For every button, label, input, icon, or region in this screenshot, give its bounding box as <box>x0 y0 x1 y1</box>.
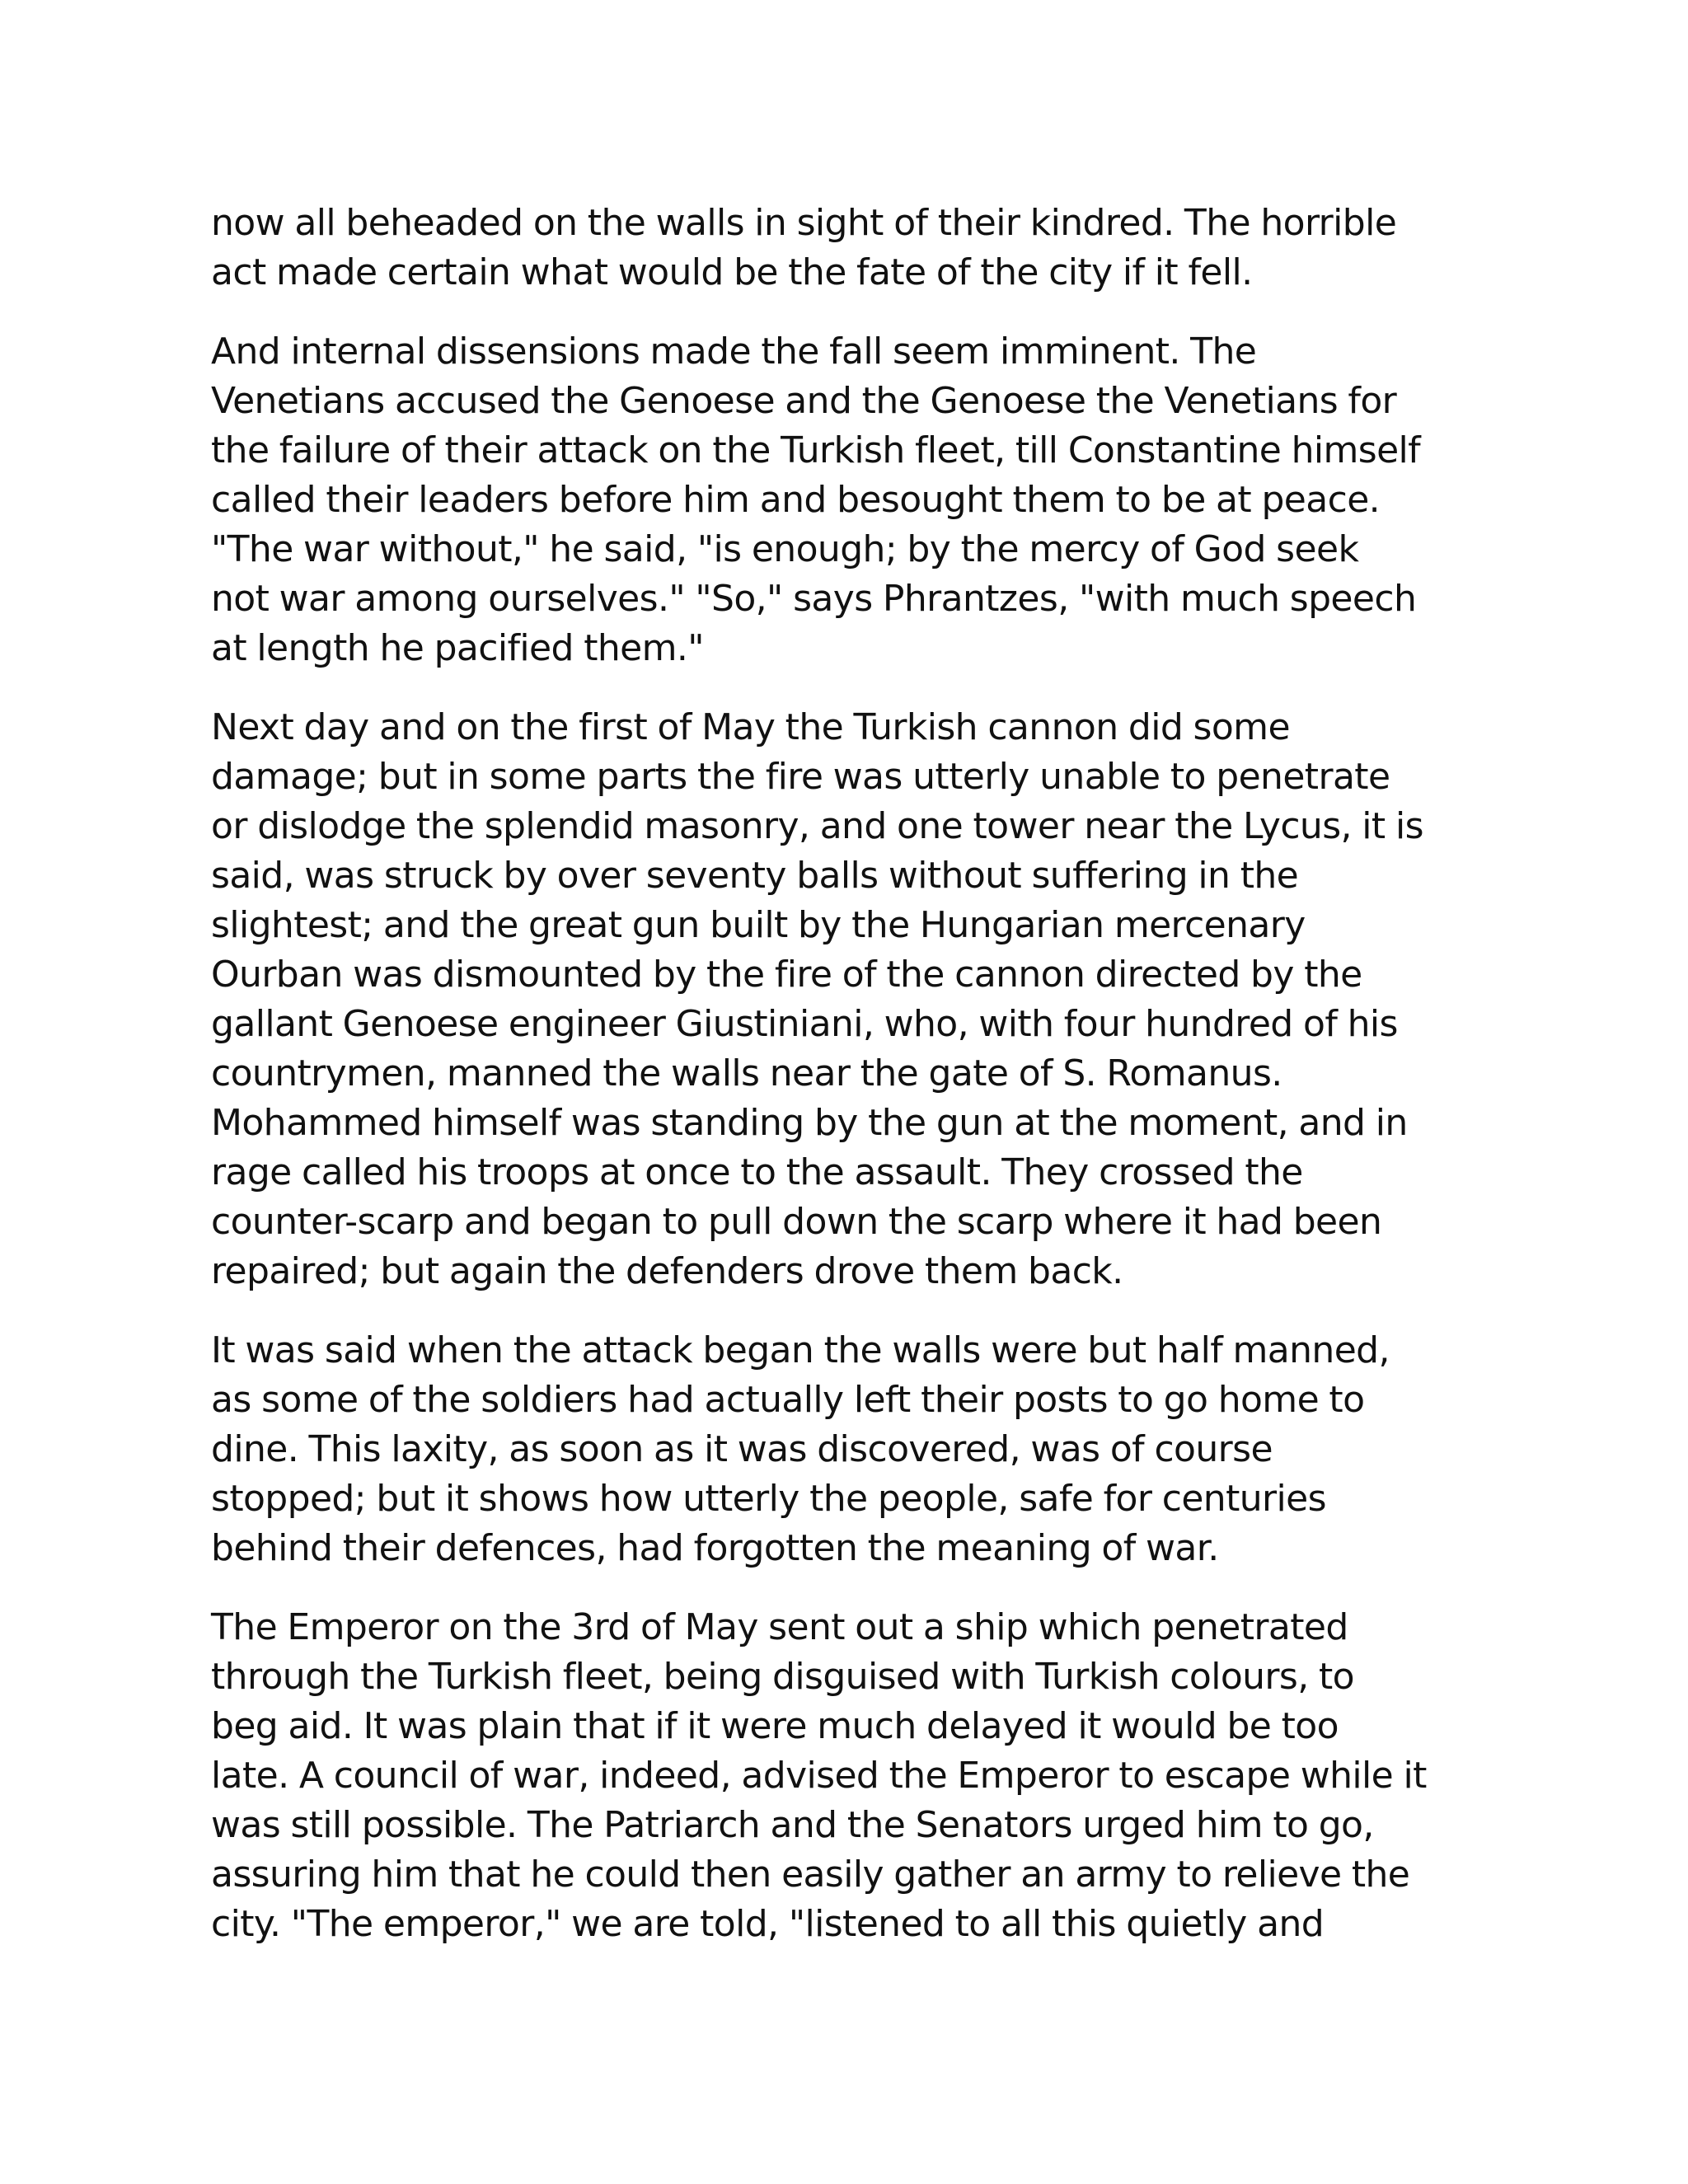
text-line: late. A council of war, indeed, advised the Emperor to escape while it <box>211 1755 1427 1797</box>
text-line: was still possible. The Patriarch and the Senators urged him to go, <box>211 1804 1374 1846</box>
paragraph <box>211 1326 1497 1573</box>
text-line: counter-scarp and began to pull down the scarp where it had been <box>211 1201 1382 1243</box>
text-line: And internal dissensions made the fall seem imminent. The <box>211 330 1257 373</box>
text-line: slightest; and the great gun built by the Hungarian mercenary <box>211 904 1306 946</box>
text-line: as some of the soldiers had actually left their posts to go home to <box>211 1379 1365 1421</box>
text-line: said, was struck by over seventy balls without suffering in the <box>211 855 1299 897</box>
text-line: at length he pacified them." <box>211 627 704 669</box>
text-line: beg aid. It was plain that if it were much delayed it would be too <box>211 1705 1339 1747</box>
text-line: now all beheaded on the walls in sight of their kindred. The horrible <box>211 202 1397 244</box>
text-line: gallant Genoese engineer Giustiniani, who, with four hundred of his <box>211 1003 1398 1045</box>
text-line: behind their defences, had forgotten the meaning of war. <box>211 1527 1219 1569</box>
paragraph <box>211 199 1497 298</box>
text-line: Mohammed himself was standing by the gun at the moment, and in <box>211 1102 1408 1144</box>
text-line: Next day and on the first of May the Turkish cannon did some <box>211 706 1290 748</box>
text-line: Ourban was dismounted by the fire of the cannon directed by the <box>211 954 1362 996</box>
text-line: the failure of their attack on the Turkish fleet, till Constantine himself <box>211 429 1421 471</box>
body-text <box>211 199 1497 1979</box>
text-line: countrymen, manned the walls near the gate of S. Romanus. <box>211 1052 1282 1094</box>
text-line: stopped; but it shows how utterly the people, safe for centuries <box>211 1478 1326 1520</box>
text-line: repaired; but again the defenders drove them back. <box>211 1250 1123 1292</box>
text-line: called their leaders before him and besought them to be at peace. <box>211 479 1381 521</box>
text-line: dine. This laxity, as soon as it was discovered, was of course <box>211 1428 1273 1470</box>
paragraph <box>211 703 1497 1296</box>
text-line: "The war without," he said, "is enough; by the mercy of God seek <box>211 528 1359 570</box>
text-line: rage called his troops at once to the assault. They crossed the <box>211 1151 1303 1193</box>
text-line: city. "The emperor," we are told, "listened to all this quietly and <box>211 1903 1325 1945</box>
text-line: not war among ourselves." "So," says Phrantzes, "with much speech <box>211 578 1417 620</box>
text-line: through the Turkish fleet, being disguised with Turkish colours, to <box>211 1656 1354 1698</box>
text-line: act made certain what would be the fate of the city if it fell. <box>211 251 1253 293</box>
text-line: assuring him that he could then easily gather an army to relieve the <box>211 1854 1410 1896</box>
text-line: It was said when the attack began the walls were but half manned, <box>211 1329 1390 1371</box>
text-line: or dislodge the splendid masonry, and one tower near the Lycus, it is <box>211 805 1423 847</box>
text-line: The Emperor on the 3rd of May sent out a ship which penetrated <box>211 1606 1348 1648</box>
paragraph <box>211 1603 1497 1949</box>
text-line: damage; but in some parts the fire was utterly unable to penetrate <box>211 756 1390 798</box>
text-line: Venetians accused the Genoese and the Genoese the Venetians for <box>211 380 1397 422</box>
paragraph <box>211 327 1497 673</box>
